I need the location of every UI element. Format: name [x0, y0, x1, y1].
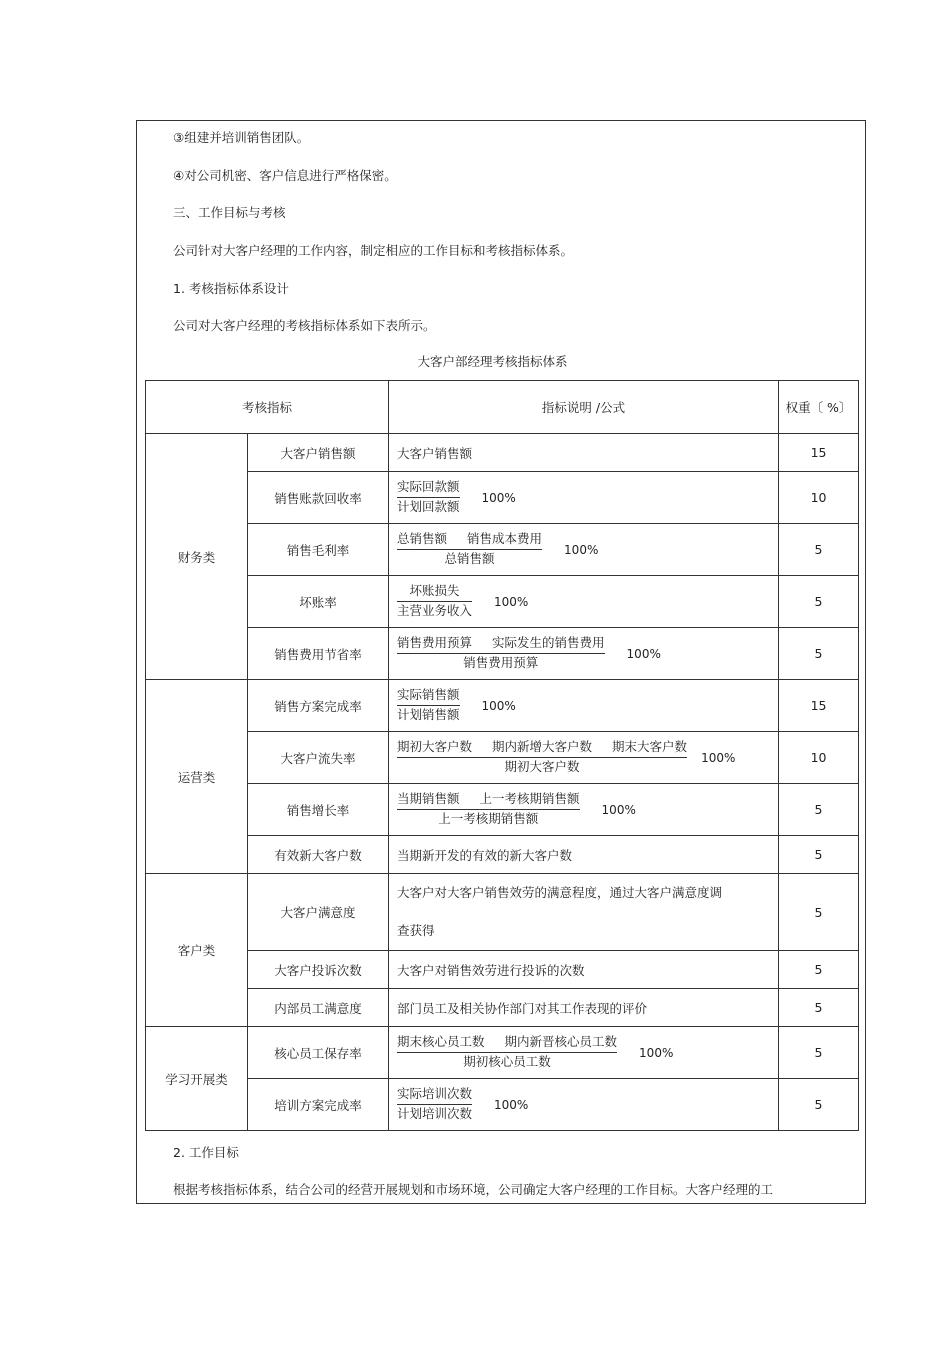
- table-caption: 大客户部经理考核指标体系: [417, 354, 568, 369]
- formula-fraction: [397, 739, 687, 776]
- table-row: [146, 732, 859, 784]
- indicator-description: 大客户对销售效劳进行投诉的次数: [389, 951, 779, 989]
- indicator-name: 销售方案完成率: [248, 680, 389, 732]
- formula-denominator: 计划销售额: [397, 707, 460, 722]
- category-customer: 客户类: [146, 874, 248, 1027]
- formula-denominator: 期初核心员工数: [463, 1054, 551, 1069]
- formula-numerator: [397, 531, 542, 550]
- formula-fraction: [397, 1034, 617, 1071]
- formula-fraction: [397, 687, 460, 724]
- indicator-name: 培训方案完成率: [248, 1079, 389, 1131]
- formula-term: 当期销售额: [397, 791, 460, 807]
- category-operation: 运营类: [146, 680, 248, 874]
- table-row: [146, 1079, 859, 1131]
- indicator-name: 销售账款回收率: [248, 472, 389, 524]
- indicator-name: 坏账率: [248, 576, 389, 628]
- indicator-weight: 5: [779, 784, 859, 836]
- indicator-description: 部门员工及相关协作部门对其工作表现的评价: [389, 989, 779, 1027]
- table-row: [146, 784, 859, 836]
- paragraph-goals: 根据考核指标体系，结合公司的经营开展规划和市场环境，公司确定大客户经理的工作目标。大客户经理的工: [173, 1182, 774, 1197]
- table-row: [146, 524, 859, 576]
- table-row: [146, 989, 859, 1027]
- formula-numerator: 坏账损失: [397, 583, 472, 602]
- indicator-name: 销售增长率: [248, 784, 389, 836]
- header-weight: 权重〔 %〕: [779, 381, 859, 434]
- table-header-row: [146, 381, 859, 434]
- indicator-formula: [389, 1027, 779, 1079]
- indicator-name: 大客户销售额: [248, 434, 389, 472]
- indicator-name: 内部员工满意度: [248, 989, 389, 1027]
- table-row: [146, 628, 859, 680]
- formula-fraction: [397, 479, 460, 516]
- table-row: [146, 951, 859, 989]
- formula-numerator: [397, 1034, 617, 1053]
- formula-fraction: [397, 791, 580, 828]
- formula-term: 期末核心员工数: [397, 1034, 485, 1050]
- indicator-formula: [389, 472, 779, 524]
- indicator-weight: 5: [779, 989, 859, 1027]
- formula-percent: 100%: [481, 698, 516, 713]
- table-row: [146, 1027, 859, 1079]
- paragraph-item-3: ③组建并培训销售团队。: [173, 130, 310, 145]
- formula-numerator: 实际销售额: [397, 687, 460, 706]
- indicator-weight: 15: [779, 434, 859, 472]
- formula-term: 总销售额: [397, 531, 448, 547]
- header-indicator: 考核指标: [146, 381, 389, 434]
- indicator-weight: 5: [779, 874, 859, 951]
- table-row: [146, 576, 859, 628]
- indicator-weight: 5: [779, 1079, 859, 1131]
- indicator-description: 当期新开发的有效的新大客户数: [389, 836, 779, 874]
- subsection-heading-2: 2. 工作目标: [173, 1145, 239, 1160]
- indicator-weight: 5: [779, 576, 859, 628]
- formula-percent: 100%: [626, 646, 661, 661]
- indicator-name: 销售毛利率: [248, 524, 389, 576]
- formula-denominator: 销售费用预算: [463, 655, 539, 670]
- table-row: [146, 434, 859, 472]
- table-row: [146, 836, 859, 874]
- formula-term: 实际发生的销售费用: [492, 635, 605, 651]
- formula-percent: 100%: [481, 490, 516, 505]
- paragraph-intro: 公司针对大客户经理的工作内容，制定相应的工作目标和考核指标体系。: [173, 243, 574, 258]
- paragraph-table-intro: 公司对大客户经理的考核指标体系如下表所示。: [173, 318, 436, 333]
- formula-fraction: [397, 635, 605, 672]
- formula-numerator: [397, 739, 687, 758]
- indicator-weight: 5: [779, 628, 859, 680]
- table-row: [146, 874, 859, 951]
- description-line: 查获得: [397, 923, 435, 938]
- indicator-formula: [389, 1079, 779, 1131]
- indicator-weight: 10: [779, 472, 859, 524]
- indicator-name: 大客户投诉次数: [248, 951, 389, 989]
- formula-fraction: [397, 583, 472, 620]
- indicator-name: 大客户满意度: [248, 874, 389, 951]
- formula-percent: 100%: [494, 1097, 529, 1112]
- indicator-formula: [389, 576, 779, 628]
- description-line: 大客户对大客户销售效劳的满意程度，通过大客户满意度调: [397, 885, 723, 900]
- indicator-weight: 10: [779, 732, 859, 784]
- formula-denominator: 主营业务收入: [397, 603, 473, 618]
- formula-term: 期初大客户数: [397, 739, 473, 755]
- indicator-description: 大客户销售额: [389, 434, 779, 472]
- formula-numerator: [397, 791, 580, 810]
- formula-denominator: 期初大客户数: [504, 759, 580, 774]
- indicator-weight: 5: [779, 1027, 859, 1079]
- indicator-weight: 5: [779, 524, 859, 576]
- indicator-formula: [389, 732, 779, 784]
- indicator-description: [389, 874, 779, 951]
- formula-denominator: 总销售额: [444, 551, 495, 566]
- formula-denominator: 上一考核期销售额: [438, 811, 539, 826]
- indicator-formula: [389, 524, 779, 576]
- category-learning: 学习开展类: [146, 1027, 248, 1131]
- indicator-formula: [389, 784, 779, 836]
- indicator-weight: 15: [779, 680, 859, 732]
- subsection-heading-1: 1. 考核指标体系设计: [173, 281, 289, 296]
- formula-percent: 100%: [564, 542, 599, 557]
- formula-numerator: 实际回款额: [397, 479, 460, 498]
- formula-fraction: [397, 531, 542, 568]
- formula-denominator: 计划回款额: [397, 499, 460, 514]
- formula-fraction: [397, 1086, 472, 1123]
- formula-numerator: [397, 635, 605, 654]
- formula-percent: 100%: [601, 802, 636, 817]
- table-row: [146, 472, 859, 524]
- formula-percent: 100%: [494, 594, 529, 609]
- formula-term: 销售成本费用: [467, 531, 543, 547]
- indicator-name: 核心员工保存率: [248, 1027, 389, 1079]
- section-heading: 三、工作目标与考核: [173, 205, 286, 220]
- indicator-formula: [389, 628, 779, 680]
- formula-numerator: 实际培训次数: [397, 1086, 472, 1105]
- header-description: 指标说明 /公式: [389, 381, 779, 434]
- formula-percent: 100%: [701, 750, 736, 765]
- indicator-weight: 5: [779, 836, 859, 874]
- indicator-weight: 5: [779, 951, 859, 989]
- indicator-name: 大客户流失率: [248, 732, 389, 784]
- formula-term: 期末大客户数: [612, 739, 688, 755]
- indicator-name: 有效新大客户数: [248, 836, 389, 874]
- formula-term: 期内新增大客户数: [492, 739, 593, 755]
- table-row: [146, 680, 859, 732]
- indicator-formula: [389, 680, 779, 732]
- formula-term: 上一考核期销售额: [479, 791, 580, 807]
- formula-term: 销售费用预算: [397, 635, 473, 651]
- paragraph-item-4: ④对公司机密、客户信息进行严格保密。: [173, 168, 397, 183]
- kpi-table: [145, 380, 859, 1131]
- indicator-name: 销售费用节省率: [248, 628, 389, 680]
- category-finance: 财务类: [146, 434, 248, 680]
- formula-term: 期内新晋核心员工数: [504, 1034, 618, 1050]
- formula-denominator: 计划培训次数: [397, 1106, 473, 1121]
- formula-percent: 100%: [639, 1045, 674, 1060]
